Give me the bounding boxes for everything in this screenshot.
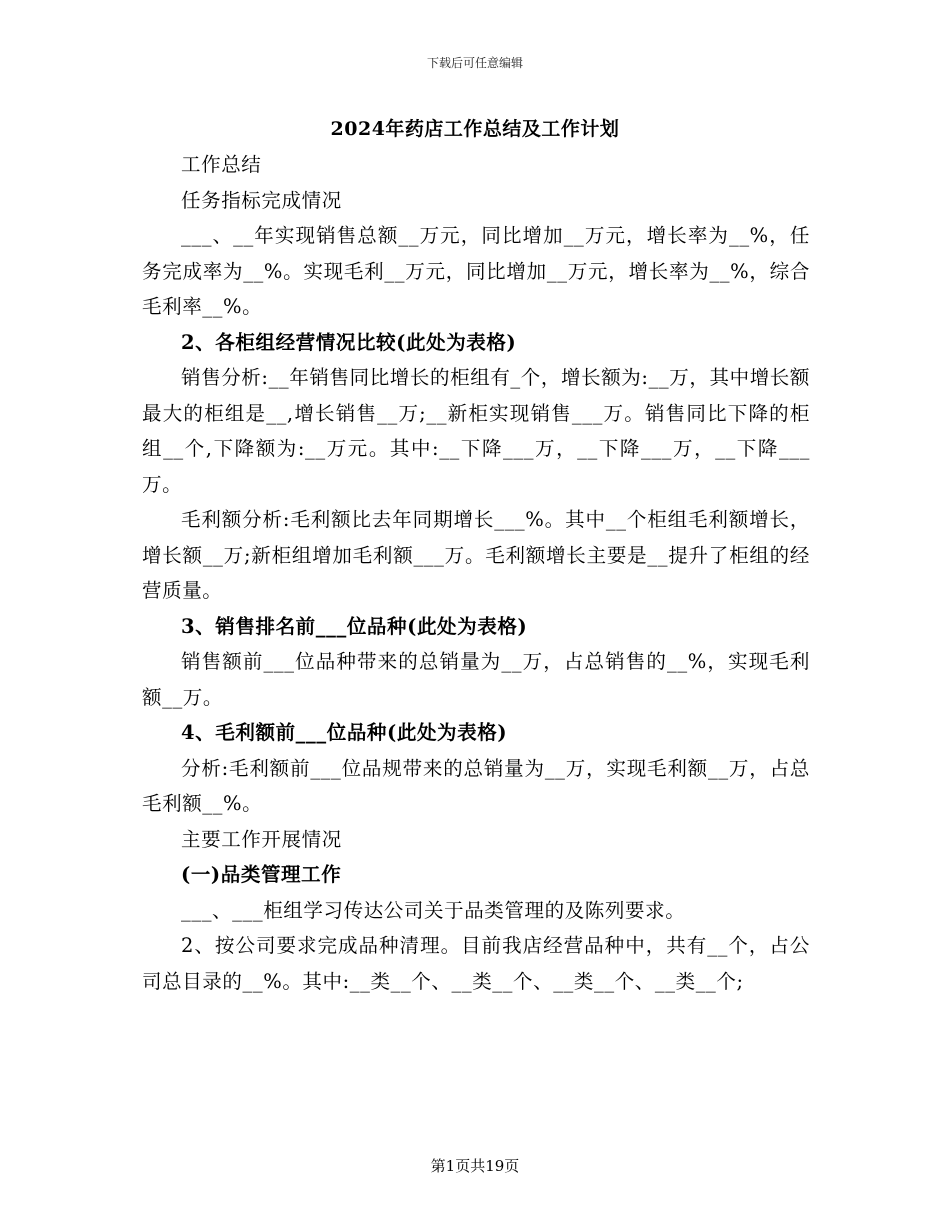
paragraph-top-sales-analysis: 销售额前___位品种带来的总销量为__万，占总销售的__%，实现毛利额__万。 <box>142 650 810 709</box>
document-title: 2024年药店工作总结及工作计划 <box>330 118 620 140</box>
paragraph-main-work: 主要工作开展情况 <box>181 827 342 851</box>
paragraph-sales-analysis: 销售分析:__年销售同比增长的柜组有_个，增长额为:__万，其中增长额最大的柜组是__,增长销售__万;__新柜实现销售___万。销售同比下降的柜组__个,下降额为:__万元。其中:__下降___万，__下降___万，__下降___万。 <box>142 366 810 496</box>
paragraph-item-cleanup: 2、按公司要求完成品种清理。目前我店经营品种中，共有__个，占公司总目录的__%。其中:__类__个、__类__个、__类__个、__类__个; <box>142 934 810 993</box>
paragraph-task-completion: 任务指标完成情况 <box>181 188 342 212</box>
heading-top-sales-items: 3、销售排名前___位品种(此处为表格) <box>181 614 528 638</box>
download-note: 下载后可任意编辑 <box>426 56 523 70</box>
heading-counter-comparison: 2、各柜组经营情况比较(此处为表格) <box>181 330 517 354</box>
paragraph-gross-profit-analysis: 毛利额分析:毛利额比去年同期增长___%。其中__个柜组毛利额增长，增长额__万;新柜组增加毛利额___万。毛利额增长主要是__提升了柜组的经营质量。 <box>142 508 810 602</box>
paragraph-sales-totals: ___、__年实现销售总额__万元，同比增加__万元，增长率为__%，任务完成率为__%。实现毛利__万元，同比增加__万元，增长率为__%，综合毛利率__%。 <box>142 224 810 318</box>
paragraph-work-summary: 工作总结 <box>181 153 262 176</box>
document-body <box>142 147 810 999</box>
heading-category-management: (一)品类管理工作 <box>181 863 342 886</box>
page-number: 第1页共19页 <box>430 1157 520 1175</box>
paragraph-top-profit-analysis: 分析:毛利额前___位品规带来的总销量为__万，实现毛利额__万，占总毛利额__%。 <box>142 756 810 815</box>
paragraph-category-study: ___、___柜组学习传达公司关于品类管理的及陈列要求。 <box>181 898 686 922</box>
heading-top-profit-items: 4、毛利额前___位品种(此处为表格) <box>181 721 508 744</box>
